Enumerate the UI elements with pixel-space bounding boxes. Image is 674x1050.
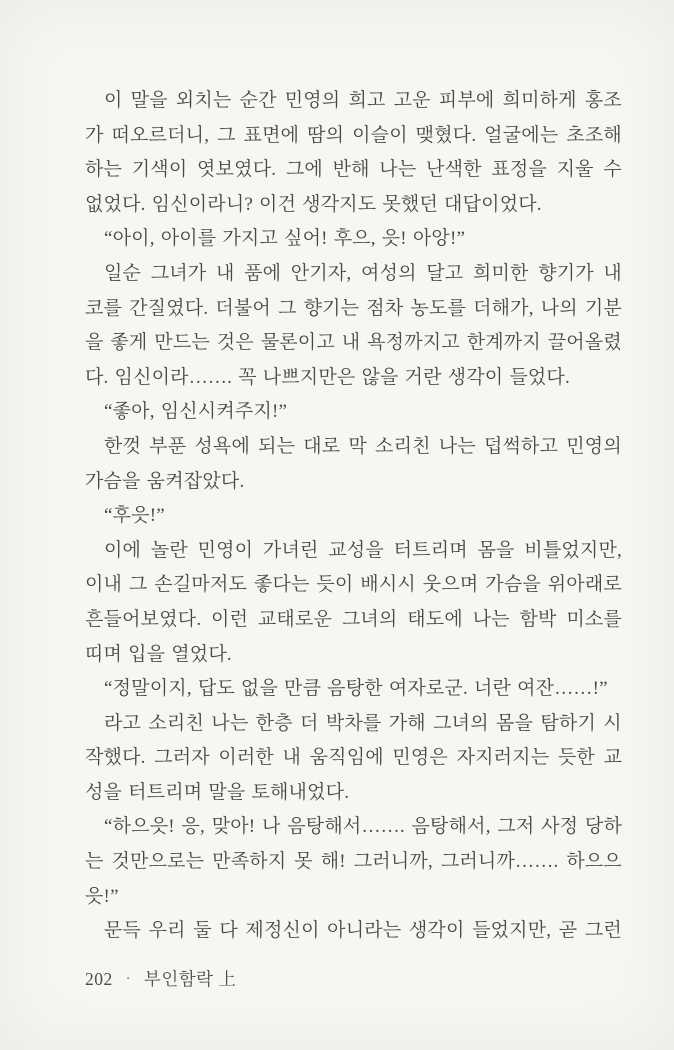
text-line: 이내 그 손길마저도 좋다는 듯이 배시시 웃으며 가슴을 위아래로 bbox=[85, 574, 622, 596]
text-line: 읏!” bbox=[85, 885, 119, 907]
text-line: 을 좋게 만드는 것은 물론이고 내 욕정까지고 한계까지 끌어올렸 bbox=[85, 332, 622, 354]
text-line: 문득 우리 둘 다 제정신이 아니라는 생각이 들었지만, 곧 그런 bbox=[104, 920, 622, 942]
text-line: “좋아, 임신시켜주지!” bbox=[104, 401, 288, 423]
text-line: 이 말을 외치는 순간 민영의 희고 고운 피부에 희미하게 홍조 bbox=[104, 90, 622, 111]
text-line: 작했다. 그러자 이러한 내 움직임에 민영은 자지러지는 듯한 교 bbox=[85, 747, 622, 769]
body-text bbox=[85, 84, 622, 949]
text-line: 없었다. 임신이라니? 이건 생각지도 못했던 대답이었다. bbox=[85, 193, 542, 215]
text-line: “후읏!” bbox=[104, 505, 165, 527]
text-line: 는 것만으로는 만족하지 못 해! 그러니까, 그러니까……. 하으으 bbox=[85, 851, 622, 873]
text-line: 일순 그녀가 내 품에 안기자, 여성의 달고 희미한 향기가 내 bbox=[104, 262, 622, 284]
text-line: “정말이지, 답도 없을 만큼 음탕한 여자로군. 너란 여잔……!” bbox=[104, 678, 608, 700]
book-title: 부인함락 上 bbox=[143, 969, 237, 989]
text-line: 가 떠오르더니, 그 표면에 땀의 이슬이 맺혔다. 얼굴에는 초조해 bbox=[85, 124, 622, 146]
page-footer bbox=[85, 966, 236, 991]
text-line: 한껏 부푼 성욕에 되는 대로 막 소리친 나는 덥썩하고 민영의 bbox=[104, 435, 622, 457]
text-line: 이에 놀란 민영이 가녀린 교성을 터트리며 몸을 비틀었지만, bbox=[104, 539, 622, 561]
page-number: 202 bbox=[85, 969, 113, 989]
text-line: 가슴을 움켜잡았다. bbox=[85, 470, 245, 492]
text-line: 띠며 입을 열었다. bbox=[85, 643, 232, 665]
footer-separator-dot: · bbox=[125, 972, 131, 987]
text-line: 흔들어보였다. 이런 교태로운 그녀의 태도에 나는 함박 미소를 bbox=[85, 608, 622, 630]
text-line: “하으읏! 응, 맞아! 나 음탕해서……. 음탕해서, 그저 사정 당하 bbox=[104, 816, 622, 838]
text-line: 하는 기색이 엿보였다. 그에 반해 나는 난색한 표정을 지울 수 bbox=[85, 159, 622, 181]
text-line: “아이, 아이를 가지고 싶어! 후으, 읏! 아앙!” bbox=[104, 228, 466, 250]
text-line: 성을 터트리며 말을 토해내었다. bbox=[85, 781, 350, 803]
text-line: 다. 임신이라……. 꼭 나쁘지만은 않을 거란 생각이 들었다. bbox=[85, 366, 570, 388]
text-line: 코를 간질였다. 더불어 그 향기는 점차 농도를 더해가, 나의 기분 bbox=[85, 297, 622, 319]
text-line: 라고 소리친 나는 한층 더 박차를 가해 그녀의 몸을 탐하기 시 bbox=[104, 712, 622, 734]
